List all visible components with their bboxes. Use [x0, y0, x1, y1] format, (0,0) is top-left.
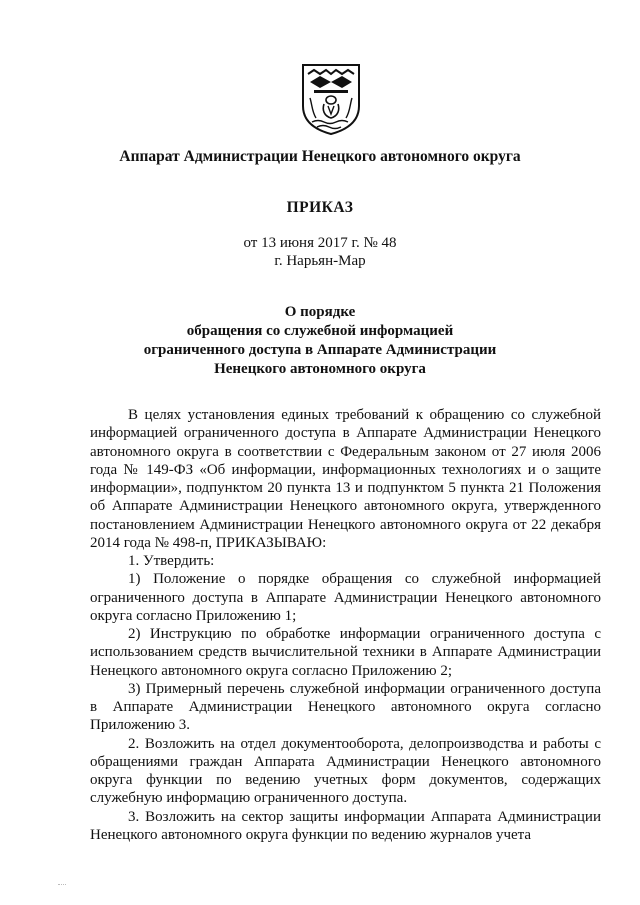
document-city: г. Нарьян-Мар — [274, 253, 366, 269]
paragraph-item-2: 2. Возложить на отдел документооборота, делопроизводства и работы с обращениями граждан Аппарата Администрации Ненецкого автономного округа функции по ведению учетных форм документов, содержащих служебную информацию ограниченного доступа. — [90, 735, 601, 807]
organization-name: Аппарат Администрации Ненецкого автономного округа — [119, 148, 521, 165]
coat-of-arms-icon — [300, 62, 362, 136]
title-line: ограниченного доступа в Аппарате Администрации — [143, 342, 497, 358]
page-footnote-mark — [58, 884, 66, 886]
paragraph-item-1-2: 2) Инструкцию по обработке информации ограниченного доступа с использованием средств вычислительной техники в Аппарате Администрации Ненецкого автономного округа согласно Приложению 2; — [90, 626, 601, 679]
document-type: ПРИКАЗ — [286, 199, 354, 216]
title-line: Ненецкого автономного округа — [214, 361, 426, 377]
document-date-number: от 13 июня 2017 г. № 48 — [243, 235, 397, 251]
paragraph-item-1-1: 1) Положение о порядке обращения со служебной информацией ограниченного доступа в Аппарате Администрации Ненецкого автономного округа согласно Приложению 1; — [90, 571, 601, 624]
paragraph-preamble: В целях установления единых требований к обращению со служебной информацией ограниченного доступа в Аппарате Администрации Ненецкого автономного округа в соответствии с Федеральным законом от 27 июля 2006 года № 149-ФЗ «Об информации, информационных технологиях и о защите информации», подпунктом 20 пункта 13 и подпунктом 5 пункта 21 Положения об Аппарате Администрации Ненецкого автономного округа, утвержденного постановлением Администрации Ненецкого автономного округа от 22 декабря 2014 года № 498-п, ПРИКАЗЫВАЮ: — [90, 407, 601, 551]
document-body — [90, 406, 601, 844]
paragraph-item-1-3: 3) Примерный перечень служебной информации ограниченного доступа в Аппарате Администрации Ненецкого автономного округа согласно Приложению 3. — [90, 680, 601, 734]
document-title — [0, 303, 640, 379]
title-line: обращения со служебной информацией — [186, 323, 454, 339]
paragraph-item-3: 3. Возложить на сектор защиты информации Аппарата Администрации Ненецкого автономного округа функции по ведению журналов учета — [90, 808, 601, 843]
paragraph-item-1: 1. Утвердить: — [128, 553, 215, 569]
title-line: О порядке — [284, 304, 356, 320]
